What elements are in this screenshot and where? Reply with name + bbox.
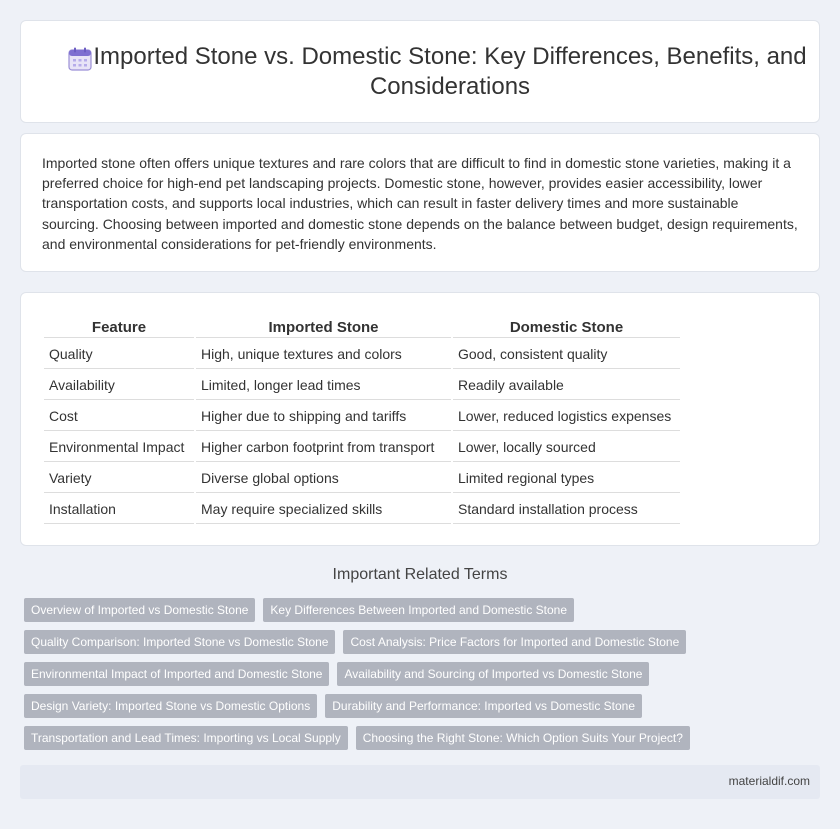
domestic-cell: Lower, locally sourced [453, 433, 680, 462]
domestic-cell: Readily available [453, 371, 680, 400]
related-term-tag[interactable]: Choosing the Right Stone: Which Option Suits Your Project? [356, 726, 690, 750]
table-row [44, 371, 680, 400]
domestic-cell: Good, consistent quality [453, 340, 680, 369]
header-feature: Feature [44, 316, 194, 338]
table-header-row [44, 316, 680, 338]
feature-cell: Environmental Impact [44, 433, 194, 462]
header-imported: Imported Stone [196, 316, 451, 338]
feature-cell: Availability [44, 371, 194, 400]
table-row [44, 340, 680, 369]
feature-cell: Installation [44, 495, 194, 524]
imported-cell: Limited, longer lead times [196, 371, 451, 400]
feature-cell: Variety [44, 464, 194, 493]
table-row [44, 495, 680, 524]
table-row [44, 402, 680, 431]
table-row [44, 464, 680, 493]
related-term-tag[interactable]: Environmental Impact of Imported and Domestic Stone [24, 662, 329, 686]
imported-cell: High, unique textures and colors [196, 340, 451, 369]
related-term-tag[interactable]: Transportation and Lead Times: Importing vs Local Supply [24, 726, 348, 750]
comparison-card [20, 292, 820, 546]
related-terms-list [24, 598, 804, 758]
header-domestic: Domestic Stone [453, 316, 680, 338]
feature-cell: Quality [44, 340, 194, 369]
related-term-tag[interactable]: Overview of Imported vs Domestic Stone [24, 598, 255, 622]
intro-card [20, 133, 820, 272]
related-term-tag[interactable]: Key Differences Between Imported and Domestic Stone [263, 598, 574, 622]
related-term-tag[interactable]: Quality Comparison: Imported Stone vs Domestic Stone [24, 630, 335, 654]
comparison-table [42, 314, 682, 526]
table-row [44, 433, 680, 462]
footer-bar [20, 765, 820, 799]
imported-cell: Higher carbon footprint from transport [196, 433, 451, 462]
domestic-cell: Lower, reduced logistics expenses [453, 402, 680, 431]
feature-cell: Cost [44, 402, 194, 431]
related-terms-heading: Important Related Terms [332, 566, 508, 583]
related-term-tag[interactable]: Availability and Sourcing of Imported vs Domestic Stone [337, 662, 649, 686]
calendar-icon [67, 46, 93, 72]
domestic-cell: Limited regional types [453, 464, 680, 493]
imported-cell: May require specialized skills [196, 495, 451, 524]
intro-paragraph: Imported stone often offers unique textures and rare colors that are difficult to find in domestic stone varieties, making it a preferred choice for high-end pet landscaping projects. Domestic stone, however, provides easier accessibility, lower transportation costs, and supports local industries, which can result in faster delivery times and more sustainable sourcing. Choosing between imported and domestic stone depends on the balance between budget, design requirements, and environmental considerations for pet-friendly environments. [42, 155, 798, 252]
imported-cell: Higher due to shipping and tariffs [196, 402, 451, 431]
related-term-tag[interactable]: Cost Analysis: Price Factors for Imported and Domestic Stone [343, 630, 686, 654]
title-card [20, 20, 820, 123]
imported-cell: Diverse global options [196, 464, 451, 493]
site-name[interactable]: materialdif.com [728, 774, 810, 788]
related-term-tag[interactable]: Durability and Performance: Imported vs Domestic Stone [325, 694, 642, 718]
domestic-cell: Standard installation process [453, 495, 680, 524]
page-title: Imported Stone vs. Domestic Stone: Key Differences, Benefits, and Considerations [93, 43, 807, 100]
related-term-tag[interactable]: Design Variety: Imported Stone vs Domestic Options [24, 694, 317, 718]
